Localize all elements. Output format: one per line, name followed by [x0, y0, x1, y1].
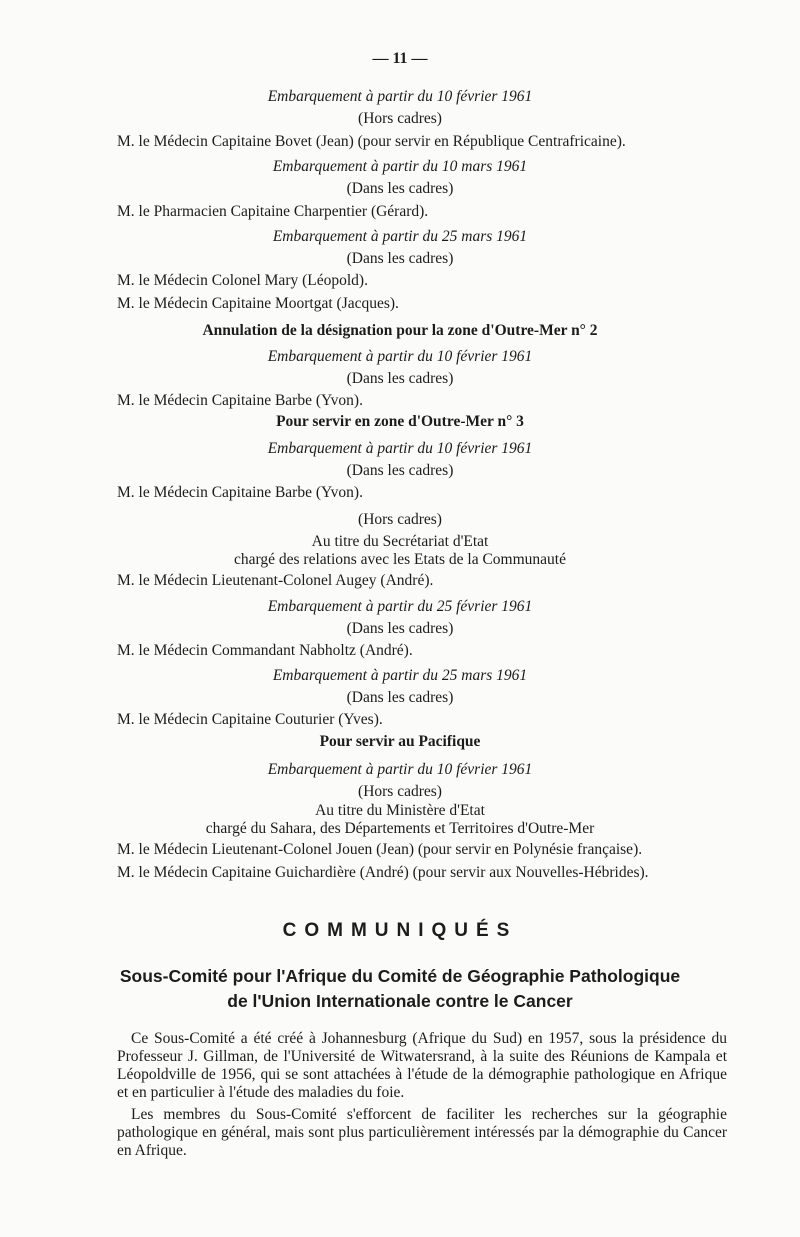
authority-line: chargé des relations avec les Etats de la Communauté [234, 551, 566, 568]
personnel-entry: M. le Médecin Capitaine Barbe (Yvon). [117, 484, 363, 501]
cadre-status-line: (Dans les cadres) [346, 250, 454, 267]
embarkation-date-line: Embarquement à partir du 10 février 1961 [267, 440, 533, 457]
section-heading: Annulation de la désignation pour la zone d'Outre-Mer n° 2 [202, 322, 598, 339]
embarkation-date-line: Embarquement à partir du 25 février 1961 [267, 598, 533, 615]
embarkation-date-line: Embarquement à partir du 10 février 1961 [267, 88, 533, 105]
cadre-status-line: (Dans les cadres) [346, 462, 454, 479]
section-heading: Pour servir en zone d'Outre-Mer n° 3 [276, 413, 524, 430]
personnel-entry: M. le Médecin Capitaine Bovet (Jean) (pour servir en République Centrafricaine). [117, 133, 626, 150]
personnel-entry: M. le Médecin Capitaine Barbe (Yvon). [117, 392, 363, 409]
article-title-line-2: de l'Union Internationale contre le Cancer [227, 991, 573, 1011]
article-paragraph-1: Ce Sous-Comité a été créé à Johannesburg (Afrique du Sud) en 1957, sous la présidence du Professeur J. Gillman, de l'Université de Witwatersrand, à la suite des Réunions de Kampala et Léopoldville de 1956, qui se sont attachées à l'étude de la démographie pathologique en Afrique et en particulier à l'étude des maladies du foie. [117, 1030, 727, 1101]
embarkation-date-line: Embarquement à partir du 10 février 1961 [267, 761, 533, 778]
cadre-status-line: (Hors cadres) [358, 110, 442, 127]
cadre-status-line: (Dans les cadres) [346, 370, 454, 387]
personnel-entry: M. le Médecin Capitaine Moortgat (Jacques). [117, 295, 399, 312]
personnel-entry: M. le Médecin Lieutenant-Colonel Jouen (Jean) (pour servir en Polynésie française). [117, 841, 643, 858]
cadre-status-line: (Hors cadres) [358, 783, 442, 800]
page-number: — 11 — [372, 50, 428, 67]
cadre-status-line: (Dans les cadres) [346, 620, 454, 637]
embarkation-date-line: Embarquement à partir du 25 mars 1961 [272, 228, 528, 245]
communiques-heading: COMMUNIQUÉS [282, 920, 518, 941]
article-title-line-1: Sous-Comité pour l'Afrique du Comité de Géographie Pathologique [119, 966, 681, 986]
personnel-entry: M. le Médecin Lieutenant-Colonel Augey (André). [117, 572, 434, 589]
section-heading: Pour servir au Pacifique [319, 733, 481, 750]
personnel-entry: M. le Médecin Capitaine Couturier (Yves). [117, 711, 383, 728]
personnel-entry: M. le Médecin Colonel Mary (Léopold). [117, 272, 368, 289]
cadre-status-line: (Dans les cadres) [346, 180, 454, 197]
personnel-entry: M. le Médecin Capitaine Guichardière (André) (pour servir aux Nouvelles-Hébrides). [117, 864, 649, 881]
article-body [117, 1030, 727, 1160]
personnel-entry: M. le Médecin Commandant Nabholtz (André). [117, 642, 413, 659]
embarkation-date-line: Embarquement à partir du 10 mars 1961 [272, 158, 528, 175]
article-paragraph-2: Les membres du Sous-Comité s'efforcent de faciliter les recherches sur la géographie pathologique en général, mais sont plus particulièrement intéressés par la démographie du Cancer en Afrique. [117, 1106, 727, 1159]
authority-line: Au titre du Ministère d'Etat [315, 802, 485, 819]
embarkation-date-line: Embarquement à partir du 25 mars 1961 [272, 667, 528, 684]
personnel-entry: M. le Pharmacien Capitaine Charpentier (Gérard). [117, 203, 429, 220]
embarkation-date-line: Embarquement à partir du 10 février 1961 [267, 348, 533, 365]
authority-line: chargé du Sahara, des Départements et Territoires d'Outre-Mer [205, 820, 595, 837]
cadre-status-line: (Dans les cadres) [346, 689, 454, 706]
cadre-status-line: (Hors cadres) [358, 511, 442, 528]
authority-line: Au titre du Secrétariat d'Etat [311, 533, 489, 550]
